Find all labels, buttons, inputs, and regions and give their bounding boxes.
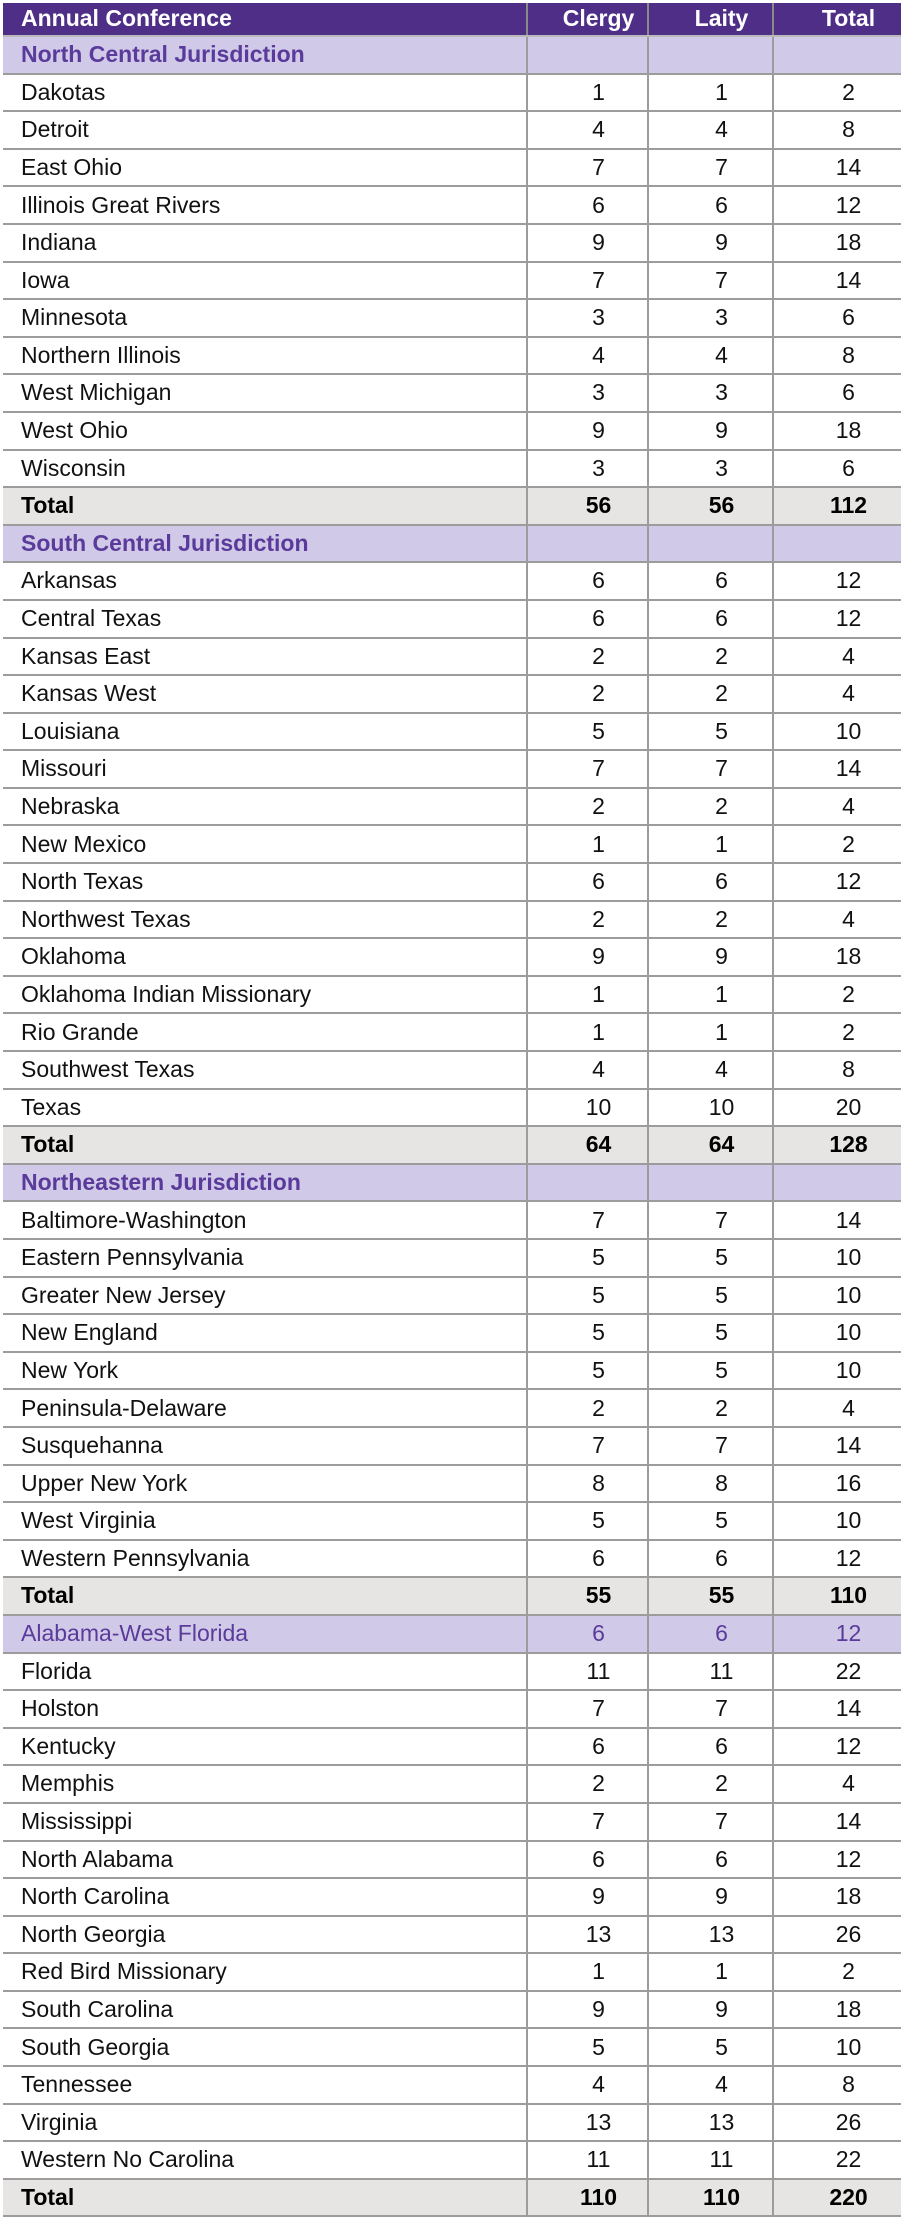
total-value-cell: 10 xyxy=(773,713,901,751)
clergy-value-cell: 4 xyxy=(527,2066,648,2104)
laity-value-cell: 2 xyxy=(648,901,773,939)
laity-value-cell: 3 xyxy=(648,450,773,488)
conference-name-cell: Baltimore-Washington xyxy=(3,1201,527,1239)
clergy-value-cell: 2 xyxy=(527,1765,648,1803)
total-value-cell: 8 xyxy=(773,1051,901,1089)
conference-row xyxy=(3,1540,901,1578)
laity-value-cell: 8 xyxy=(648,1465,773,1503)
laity-value-cell: 6 xyxy=(648,186,773,224)
conference-row xyxy=(3,149,901,187)
laity-value-cell: 2 xyxy=(648,675,773,713)
clergy-value-cell: 56 xyxy=(527,487,648,525)
conference-row xyxy=(3,1427,901,1465)
conference-row xyxy=(3,1841,901,1879)
clergy-value-cell: 1 xyxy=(527,825,648,863)
conference-name-cell: Arkansas xyxy=(3,562,527,600)
clergy-value-cell: 2 xyxy=(527,788,648,826)
clergy-value-cell: 6 xyxy=(527,562,648,600)
conference-name-cell: Northeastern Jurisdiction xyxy=(3,1164,527,1202)
conference-name-cell: Alabama-West Florida xyxy=(3,1615,527,1653)
laity-value-cell: 4 xyxy=(648,1051,773,1089)
total-value-cell: 18 xyxy=(773,412,901,450)
clergy-value-cell: 2 xyxy=(527,901,648,939)
clergy-value-cell: 11 xyxy=(527,1653,648,1691)
clergy-value-cell: 11 xyxy=(527,2141,648,2179)
clergy-value-cell xyxy=(527,1164,648,1202)
clergy-value-cell: 1 xyxy=(527,74,648,112)
conference-row xyxy=(3,1502,901,1540)
laity-value-cell: 6 xyxy=(648,600,773,638)
clergy-value-cell: 13 xyxy=(527,1916,648,1954)
conference-name-cell: Virginia xyxy=(3,2104,527,2142)
laity-value-cell: 9 xyxy=(648,1991,773,2029)
total-value-cell: 26 xyxy=(773,2104,901,2142)
laity-value-cell: 6 xyxy=(648,1540,773,1578)
conference-row xyxy=(3,638,901,676)
laity-value-cell: 4 xyxy=(648,337,773,375)
total-value-cell: 4 xyxy=(773,1765,901,1803)
total-value-cell: 10 xyxy=(773,1277,901,1315)
laity-value-cell: 7 xyxy=(648,1803,773,1841)
laity-value-cell xyxy=(648,36,773,74)
conference-row xyxy=(3,675,901,713)
conference-name-cell: Texas xyxy=(3,1089,527,1127)
conference-row xyxy=(3,713,901,751)
clergy-value-cell: 2 xyxy=(527,675,648,713)
conference-name-cell: Central Texas xyxy=(3,600,527,638)
conference-name-cell: North Georgia xyxy=(3,1916,527,1954)
clergy-value-cell: 7 xyxy=(527,262,648,300)
total-value-cell: 4 xyxy=(773,1389,901,1427)
conference-row xyxy=(3,186,901,224)
total-value-cell: 2 xyxy=(773,1013,901,1051)
conference-name-cell: New Mexico xyxy=(3,825,527,863)
laity-value-cell: 55 xyxy=(648,1577,773,1615)
total-value-cell: 18 xyxy=(773,938,901,976)
total-value-cell: 10 xyxy=(773,1239,901,1277)
total-value-cell: 6 xyxy=(773,450,901,488)
laity-value-cell: 6 xyxy=(648,1615,773,1653)
total-value-cell: 6 xyxy=(773,299,901,337)
clergy-value-cell: 5 xyxy=(527,713,648,751)
total-value-cell: 12 xyxy=(773,600,901,638)
clergy-value-cell xyxy=(527,525,648,563)
conference-row xyxy=(3,1089,901,1127)
total-value-cell: 4 xyxy=(773,638,901,676)
conference-name-cell: Louisiana xyxy=(3,713,527,751)
total-value-cell: 14 xyxy=(773,1201,901,1239)
total-value-cell: 10 xyxy=(773,1314,901,1352)
jurisdiction-total-row xyxy=(3,1577,901,1615)
laity-value-cell: 56 xyxy=(648,487,773,525)
jurisdiction-section-row xyxy=(3,1164,901,1202)
jurisdiction-total-row xyxy=(3,487,901,525)
total-value-cell xyxy=(773,36,901,74)
laity-value-cell: 1 xyxy=(648,825,773,863)
conference-name-cell: Wisconsin xyxy=(3,450,527,488)
conference-name-cell: Florida xyxy=(3,1653,527,1691)
total-value-cell: 4 xyxy=(773,901,901,939)
laity-value-cell: 6 xyxy=(648,863,773,901)
laity-value-cell: 2 xyxy=(648,1765,773,1803)
conference-name-cell: Western Pennsylvania xyxy=(3,1540,527,1578)
conference-name-cell: Indiana xyxy=(3,224,527,262)
conference-name-cell: Total xyxy=(3,487,527,525)
conference-row xyxy=(3,1690,901,1728)
conference-name-cell: Oklahoma Indian Missionary xyxy=(3,976,527,1014)
conference-row xyxy=(3,74,901,112)
clergy-value-cell: 7 xyxy=(527,1427,648,1465)
conference-name-cell: North Carolina xyxy=(3,1878,527,1916)
conference-row xyxy=(3,976,901,1014)
conference-row xyxy=(3,938,901,976)
conference-name-cell: East Ohio xyxy=(3,149,527,187)
laity-value-cell: 64 xyxy=(648,1126,773,1164)
clergy-value-cell: 2 xyxy=(527,638,648,676)
clergy-value-cell: 55 xyxy=(527,1577,648,1615)
header-row xyxy=(3,3,901,36)
total-value-cell: 12 xyxy=(773,1728,901,1766)
clergy-value-cell: 7 xyxy=(527,149,648,187)
clergy-value-cell: 7 xyxy=(527,1690,648,1728)
total-value-cell: 12 xyxy=(773,1540,901,1578)
conference-row xyxy=(3,1314,901,1352)
laity-value-cell: 9 xyxy=(648,938,773,976)
clergy-value-cell: 6 xyxy=(527,1540,648,1578)
clergy-value-cell: 7 xyxy=(527,1201,648,1239)
conference-name-cell: Southwest Texas xyxy=(3,1051,527,1089)
laity-value-cell: 1 xyxy=(648,74,773,112)
clergy-value-cell: 9 xyxy=(527,938,648,976)
laity-value-cell: 7 xyxy=(648,750,773,788)
total-value-cell: 2 xyxy=(773,825,901,863)
laity-value-cell: 110 xyxy=(648,2179,773,2217)
clergy-value-cell: 5 xyxy=(527,1277,648,1315)
laity-value-cell: 11 xyxy=(648,2141,773,2179)
conference-name-cell: North Texas xyxy=(3,863,527,901)
laity-value-cell: 9 xyxy=(648,412,773,450)
clergy-value-cell: 3 xyxy=(527,450,648,488)
laity-value-cell: 7 xyxy=(648,1427,773,1465)
jurisdiction-section-row xyxy=(3,36,901,74)
clergy-value-cell: 5 xyxy=(527,1502,648,1540)
conference-row xyxy=(3,2066,901,2104)
conference-name-cell: Illinois Great Rivers xyxy=(3,186,527,224)
laity-value-cell: 5 xyxy=(648,1502,773,1540)
conference-row xyxy=(3,863,901,901)
conference-row xyxy=(3,600,901,638)
conference-name-cell: West Ohio xyxy=(3,412,527,450)
table-body xyxy=(3,36,901,2216)
clergy-value-cell: 3 xyxy=(527,374,648,412)
total-value-cell: 10 xyxy=(773,1502,901,1540)
conference-row xyxy=(3,1916,901,1954)
clergy-value-cell: 6 xyxy=(527,1615,648,1653)
total-value-cell: 18 xyxy=(773,224,901,262)
clergy-value-cell: 9 xyxy=(527,412,648,450)
laity-value-cell: 5 xyxy=(648,713,773,751)
jurisdiction-total-row xyxy=(3,1126,901,1164)
conference-name-cell: Rio Grande xyxy=(3,1013,527,1051)
clergy-value-cell: 5 xyxy=(527,1352,648,1390)
clergy-value-cell: 4 xyxy=(527,1051,648,1089)
total-value-cell: 12 xyxy=(773,562,901,600)
conference-name-cell: Nebraska xyxy=(3,788,527,826)
conference-name-cell: West Michigan xyxy=(3,374,527,412)
total-value-cell: 220 xyxy=(773,2179,901,2217)
conference-name-cell: Kansas West xyxy=(3,675,527,713)
laity-value-cell: 4 xyxy=(648,2066,773,2104)
header-total: Total xyxy=(773,3,901,36)
total-value-cell: 22 xyxy=(773,2141,901,2179)
conference-name-cell: New York xyxy=(3,1352,527,1390)
total-value-cell: 14 xyxy=(773,262,901,300)
laity-value-cell: 6 xyxy=(648,562,773,600)
clergy-value-cell: 110 xyxy=(527,2179,648,2217)
total-value-cell: 110 xyxy=(773,1577,901,1615)
clergy-value-cell: 6 xyxy=(527,1841,648,1879)
clergy-value-cell: 5 xyxy=(527,1314,648,1352)
clergy-value-cell: 5 xyxy=(527,1239,648,1277)
conference-row xyxy=(3,1389,901,1427)
conference-row xyxy=(3,224,901,262)
total-value-cell: 6 xyxy=(773,374,901,412)
total-value-cell: 14 xyxy=(773,1803,901,1841)
clergy-value-cell: 6 xyxy=(527,186,648,224)
conference-name-cell: Kentucky xyxy=(3,1728,527,1766)
total-value-cell: 18 xyxy=(773,1878,901,1916)
conference-row xyxy=(3,1991,901,2029)
laity-value-cell: 2 xyxy=(648,788,773,826)
conference-row xyxy=(3,1201,901,1239)
laity-value-cell: 1 xyxy=(648,976,773,1014)
conference-row xyxy=(3,1803,901,1841)
clergy-value-cell: 10 xyxy=(527,1089,648,1127)
total-value-cell: 12 xyxy=(773,1841,901,1879)
clergy-value-cell: 1 xyxy=(527,976,648,1014)
total-value-cell: 128 xyxy=(773,1126,901,1164)
clergy-value-cell: 7 xyxy=(527,750,648,788)
total-value-cell: 20 xyxy=(773,1089,901,1127)
total-value-cell: 14 xyxy=(773,1690,901,1728)
conference-name-cell: Tennessee xyxy=(3,2066,527,2104)
laity-value-cell: 7 xyxy=(648,1690,773,1728)
conference-name-cell: Mississippi xyxy=(3,1803,527,1841)
conference-row xyxy=(3,1878,901,1916)
conference-row xyxy=(3,2028,901,2066)
conference-name-cell: New England xyxy=(3,1314,527,1352)
conference-name-cell: North Alabama xyxy=(3,1841,527,1879)
conference-name-cell: Minnesota xyxy=(3,299,527,337)
conference-name-cell: Missouri xyxy=(3,750,527,788)
conference-row xyxy=(3,450,901,488)
total-value-cell: 26 xyxy=(773,1916,901,1954)
total-value-cell: 2 xyxy=(773,74,901,112)
laity-value-cell: 13 xyxy=(648,1916,773,1954)
laity-value-cell: 6 xyxy=(648,1728,773,1766)
conference-name-cell: South Georgia xyxy=(3,2028,527,2066)
laity-value-cell: 11 xyxy=(648,1653,773,1691)
conference-name-cell: Kansas East xyxy=(3,638,527,676)
annual-conference-table xyxy=(3,3,901,2217)
conference-row xyxy=(3,299,901,337)
clergy-value-cell: 8 xyxy=(527,1465,648,1503)
highlighted-conference-row xyxy=(3,1615,901,1653)
conference-row xyxy=(3,111,901,149)
conference-name-cell: Oklahoma xyxy=(3,938,527,976)
total-value-cell: 10 xyxy=(773,1352,901,1390)
total-value-cell xyxy=(773,525,901,563)
laity-value-cell: 1 xyxy=(648,1953,773,1991)
laity-value-cell: 6 xyxy=(648,1841,773,1879)
conference-name-cell: Peninsula-Delaware xyxy=(3,1389,527,1427)
laity-value-cell: 3 xyxy=(648,374,773,412)
conference-row xyxy=(3,1277,901,1315)
total-value-cell: 2 xyxy=(773,1953,901,1991)
clergy-value-cell: 4 xyxy=(527,337,648,375)
laity-value-cell: 7 xyxy=(648,1201,773,1239)
conference-row xyxy=(3,562,901,600)
conference-row xyxy=(3,2141,901,2179)
header-clergy: Clergy xyxy=(527,3,648,36)
conference-row xyxy=(3,1013,901,1051)
total-value-cell: 22 xyxy=(773,1653,901,1691)
laity-value-cell: 5 xyxy=(648,1239,773,1277)
laity-value-cell: 3 xyxy=(648,299,773,337)
conference-row xyxy=(3,1465,901,1503)
total-value-cell: 8 xyxy=(773,337,901,375)
conference-row xyxy=(3,825,901,863)
total-value-cell: 12 xyxy=(773,186,901,224)
laity-value-cell: 9 xyxy=(648,1878,773,1916)
total-value-cell: 4 xyxy=(773,788,901,826)
clergy-value-cell: 4 xyxy=(527,111,648,149)
clergy-value-cell: 6 xyxy=(527,863,648,901)
conference-name-cell: Greater New Jersey xyxy=(3,1277,527,1315)
conference-name-cell: Western No Carolina xyxy=(3,2141,527,2179)
conference-name-cell: Eastern Pennsylvania xyxy=(3,1239,527,1277)
conference-row xyxy=(3,1728,901,1766)
conference-row xyxy=(3,901,901,939)
header-laity: Laity xyxy=(648,3,773,36)
conference-name-cell: South Carolina xyxy=(3,1991,527,2029)
total-value-cell: 8 xyxy=(773,2066,901,2104)
total-value-cell xyxy=(773,1164,901,1202)
conference-name-cell: Total xyxy=(3,1126,527,1164)
conference-name-cell: Red Bird Missionary xyxy=(3,1953,527,1991)
laity-value-cell: 9 xyxy=(648,224,773,262)
laity-value-cell: 13 xyxy=(648,2104,773,2142)
total-value-cell: 10 xyxy=(773,2028,901,2066)
conference-row xyxy=(3,1953,901,1991)
laity-value-cell: 2 xyxy=(648,1389,773,1427)
laity-value-cell: 2 xyxy=(648,638,773,676)
total-value-cell: 112 xyxy=(773,487,901,525)
laity-value-cell: 5 xyxy=(648,1314,773,1352)
total-value-cell: 8 xyxy=(773,111,901,149)
clergy-value-cell: 1 xyxy=(527,1013,648,1051)
conference-row xyxy=(3,2104,901,2142)
jurisdiction-section-row xyxy=(3,525,901,563)
total-value-cell: 12 xyxy=(773,1615,901,1653)
conference-name-cell: Total xyxy=(3,1577,527,1615)
conference-name-cell: Holston xyxy=(3,1690,527,1728)
clergy-value-cell: 7 xyxy=(527,1803,648,1841)
clergy-value-cell: 9 xyxy=(527,1991,648,2029)
total-value-cell: 18 xyxy=(773,1991,901,2029)
clergy-value-cell: 6 xyxy=(527,600,648,638)
clergy-value-cell: 64 xyxy=(527,1126,648,1164)
conference-row xyxy=(3,374,901,412)
laity-value-cell: 5 xyxy=(648,1352,773,1390)
laity-value-cell xyxy=(648,1164,773,1202)
laity-value-cell xyxy=(648,525,773,563)
laity-value-cell: 7 xyxy=(648,149,773,187)
clergy-value-cell: 6 xyxy=(527,1728,648,1766)
conference-name-cell: Northwest Texas xyxy=(3,901,527,939)
clergy-value-cell: 5 xyxy=(527,2028,648,2066)
conference-row xyxy=(3,1239,901,1277)
total-value-cell: 14 xyxy=(773,149,901,187)
conference-name-cell: West Virginia xyxy=(3,1502,527,1540)
conference-name-cell: Dakotas xyxy=(3,74,527,112)
conference-row xyxy=(3,1653,901,1691)
laity-value-cell: 4 xyxy=(648,111,773,149)
total-value-cell: 14 xyxy=(773,1427,901,1465)
total-value-cell: 4 xyxy=(773,675,901,713)
laity-value-cell: 10 xyxy=(648,1089,773,1127)
conference-name-cell: Upper New York xyxy=(3,1465,527,1503)
conference-row xyxy=(3,750,901,788)
conference-name-cell: South Central Jurisdiction xyxy=(3,525,527,563)
table-header xyxy=(3,3,901,36)
total-value-cell: 2 xyxy=(773,976,901,1014)
jurisdiction-total-row xyxy=(3,2179,901,2217)
conference-row xyxy=(3,1051,901,1089)
conference-row xyxy=(3,412,901,450)
clergy-value-cell xyxy=(527,36,648,74)
conference-name-cell: North Central Jurisdiction xyxy=(3,36,527,74)
clergy-value-cell: 13 xyxy=(527,2104,648,2142)
total-value-cell: 12 xyxy=(773,863,901,901)
conference-row xyxy=(3,337,901,375)
laity-value-cell: 5 xyxy=(648,2028,773,2066)
clergy-value-cell: 2 xyxy=(527,1389,648,1427)
clergy-value-cell: 9 xyxy=(527,224,648,262)
conference-name-cell: Susquehanna xyxy=(3,1427,527,1465)
clergy-value-cell: 1 xyxy=(527,1953,648,1991)
laity-value-cell: 5 xyxy=(648,1277,773,1315)
conference-name-cell: Total xyxy=(3,2179,527,2217)
header-annual-conference: Annual Conference xyxy=(3,3,527,36)
conference-name-cell: Iowa xyxy=(3,262,527,300)
clergy-value-cell: 9 xyxy=(527,1878,648,1916)
conference-name-cell: Memphis xyxy=(3,1765,527,1803)
conference-row xyxy=(3,262,901,300)
total-value-cell: 16 xyxy=(773,1465,901,1503)
conference-row xyxy=(3,788,901,826)
laity-value-cell: 7 xyxy=(648,262,773,300)
conference-name-cell: Northern Illinois xyxy=(3,337,527,375)
total-value-cell: 14 xyxy=(773,750,901,788)
clergy-value-cell: 3 xyxy=(527,299,648,337)
conference-name-cell: Detroit xyxy=(3,111,527,149)
laity-value-cell: 1 xyxy=(648,1013,773,1051)
conference-row xyxy=(3,1352,901,1390)
conference-row xyxy=(3,1765,901,1803)
